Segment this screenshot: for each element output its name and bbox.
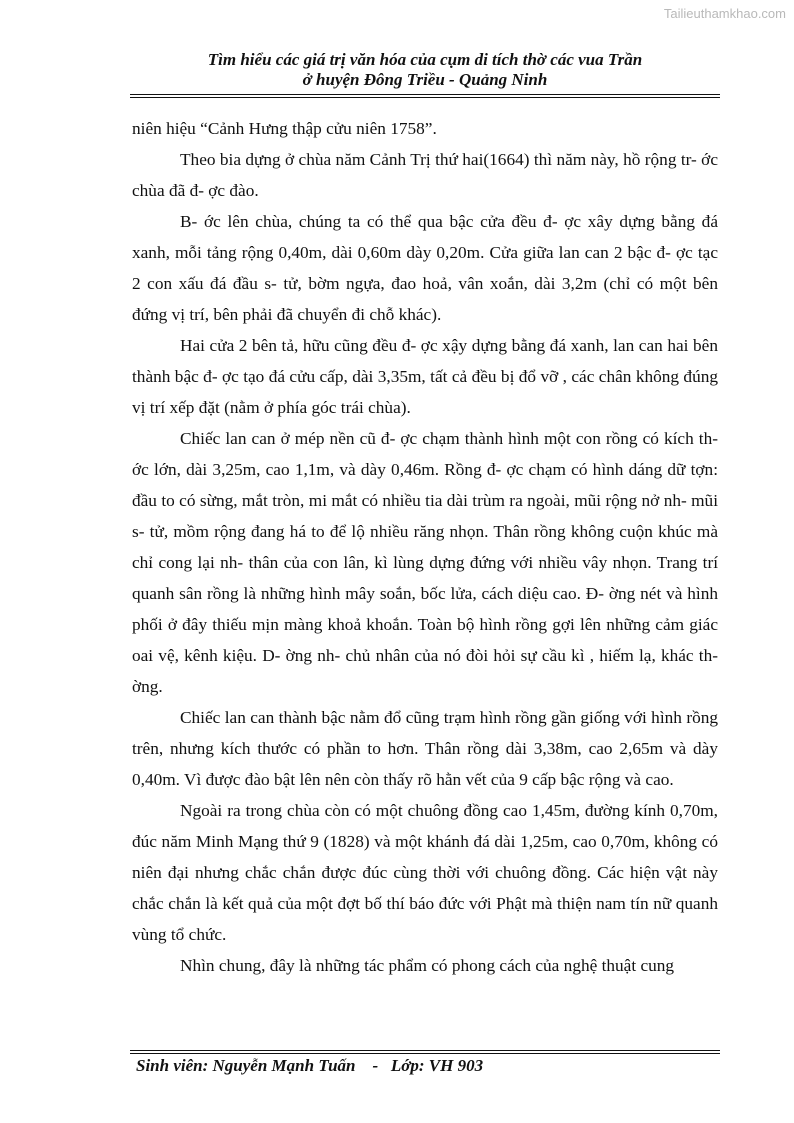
page-footer: Sinh viên: Nguyễn Mạnh Tuấn - Lớp: VH 903 bbox=[136, 1056, 484, 1075]
paragraph: niên hiệu “Cảnh Hưng thập cửu niên 1758”. bbox=[132, 119, 437, 138]
paragraph: Chiếc lan can ở mép nền cũ đ- ợc chạm thành hình một con rồng có kích th- ớc lớn, dài 3,25m, cao 1,1m, và dày 0,46m. Rồng đ- ợc chạm có hình dáng dữ tợn: đầu to có sừng, mắt tròn, mi mắt có nhiều tia dài trùm ra ngoài, mũi rộng nở nh- mũi s- tử, mồm rộng đang há to để lộ nhiều răng nhọn. Thân rồng không cuộn khúc mà chỉ cong lại nh- thân của con lân, kì lùng dựng đứng với nhiều vây nhọn. Trang trí quanh sân rồng là những hình mây soắn, bốc lửa, cách diệu cao. Đ- ờng nét và hình phối ở đây thiếu mịn màng khoả khoắn. Toàn bộ hình rồng gợi lên những cảm giác oai vệ, kênh kiệu. D- ờng nh- chủ nhân của nó đòi hỏi sự cầu kì , hiếm lạ, khác th- ờng. bbox=[132, 429, 718, 696]
paragraph: Theo bia dựng ở chùa năm Cảnh Trị thứ hai(1664) thì năm này, hồ rộng tr- ớc chùa đã đ- ợc đào. bbox=[132, 150, 718, 200]
page-header bbox=[130, 50, 720, 90]
footer-rule bbox=[130, 1053, 720, 1054]
paragraph: Chiếc lan can thành bậc nằm đổ cũng trạm hình rồng gần giống với hình rồng trên, nhưng kích thước có phần to hơn. Thân rồng dài 3,38m, cao 2,65m và dày 0,40m. Vì được đào bật lên nên còn thấy rõ hằn vết của 9 cấp bậc rộng và cao. bbox=[132, 708, 718, 789]
body-text bbox=[132, 113, 718, 981]
watermark: Tailieuthamkhao.com bbox=[663, 6, 786, 21]
header-rule bbox=[130, 97, 720, 98]
header-rule bbox=[130, 94, 720, 95]
header-title-line1: Tìm hiểu các giá trị văn hóa của cụm di tích thờ các vua Trần bbox=[207, 50, 643, 69]
paragraph: B- ớc lên chùa, chúng ta có thể qua bậc cửa đều đ- ợc xây dựng bằng đá xanh, mỗi tảng rộng 0,40m, dài 0,60m dày 0,20m. Cửa giữa lan can 2 bậc đ- ợc tạc 2 con xấu đá đầu s- tử, bờm ngựa, đao hoả, vân xoắn, dài 3,2m (chỉ có một bên đứng vị trí, bên phải đã chuyển đi chỗ khác). bbox=[132, 212, 718, 324]
paragraph: Nhìn chung, đây là những tác phẩm có phong cách của nghệ thuật cung bbox=[180, 956, 675, 975]
paragraph: Ngoài ra trong chùa còn có một chuông đồng cao 1,45m, đường kính 0,70m, đúc năm Minh Mạng thứ 9 (1828) và một khánh đá dài 1,25m, cao 0,70m, không có niên đại nhưng chắc chắn được đúc cùng thời với chuông đồng. Các hiện vật này chắc chắn là kết quả của một đợt bố thí báo đức với Phật mà thiện nam tín nữ quanh vùng tổ chức. bbox=[132, 801, 718, 944]
paragraph: Hai cửa 2 bên tả, hữu cũng đều đ- ợc xậy dựng bằng đá xanh, lan can hai bên thành bậc đ- ợc tạo đá cửu cấp, dài 3,35m, tất cả đều bị đổ vỡ , các chân không đúng vị trí xếp đặt (nằm ở phía góc trái chùa). bbox=[132, 336, 718, 417]
header-title-line2: ở huyện Đông Triều - Quảng Ninh bbox=[302, 70, 548, 89]
footer-rule bbox=[130, 1050, 720, 1051]
